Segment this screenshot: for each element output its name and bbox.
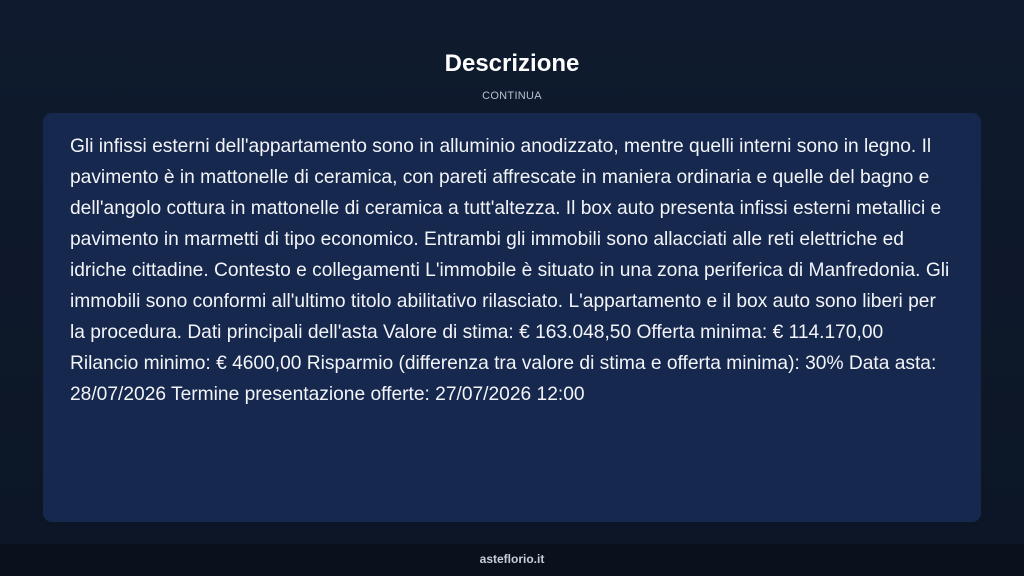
continue-label: CONTINUA — [482, 90, 542, 102]
page-title: Descrizione — [444, 50, 580, 77]
description-text: Gli infissi esterni dell'appartamento sono in alluminio anodizzato, mentre quelli interni sono in legno. Il pavimento è in mattonelle di ceramica, con pareti affrescate in maniera ordinaria e quelle del bagno e dell'angolo cottura in mattonelle di ceramica a tutt'altezza. Il box auto presenta infissi esterni metallici e pavimento in marmetti di tipo economico. Entrambi gli immobili sono allacciati alle reti elettriche ed idriche cittadine. Contesto e collegamenti L'immobile è situato in una zona periferica di Manfredonia. Gli immobili sono conformi all'ultimo titolo abilitativo rilasciato. L'appartamento e il box auto sono liberi per la procedura. Dati principali dell'asta Valore di stima: € 163.048,50 Offerta minima: € 114.170,00 Rilancio minimo: € 4600,00 Risparmio (differenza tra valore di stima e offerta minima): 30% Data asta: 28/07/2026 Termine presentazione offerte: 27/07/2026 12:00 — [70, 136, 950, 405]
description-card — [43, 113, 981, 522]
footer-site-label: asteflorio.it — [479, 552, 545, 566]
